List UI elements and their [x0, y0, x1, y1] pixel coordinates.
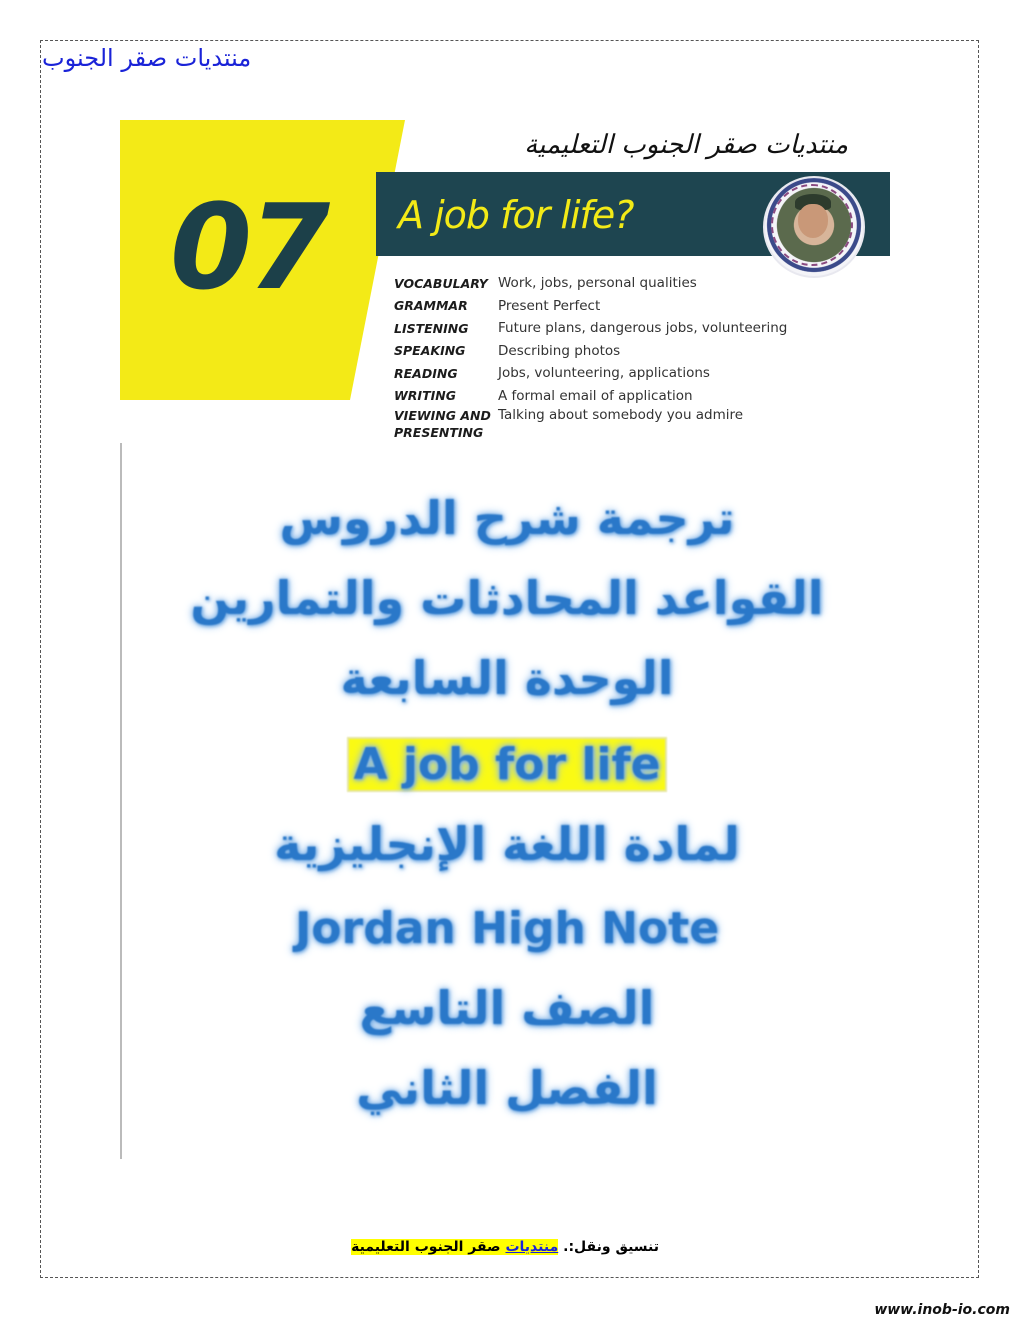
contents-key: VIEWING AND PRESENTING: [394, 408, 491, 440]
contents-value: Work, jobs, personal qualities: [498, 275, 697, 292]
contents-row: [394, 272, 787, 295]
forum-logo-emblem: [763, 176, 865, 278]
credit-suffix: صقر الجنوب التعليمية: [351, 1239, 501, 1255]
poster-line-6: Jordan High Note: [294, 903, 720, 954]
contents-key: SPEAKING: [394, 343, 466, 359]
footer-credit: [351, 1239, 659, 1255]
contents-row: [394, 407, 787, 443]
unit-title: A job for life?: [398, 193, 634, 237]
contents-value: Describing photos: [498, 342, 621, 359]
contents-value: Future plans, dangerous jobs, volunteering: [498, 320, 788, 337]
contents-key: READING: [394, 365, 458, 381]
poster-line-4: A job for life: [347, 737, 666, 792]
contents-value: Talking about somebody you admire: [498, 407, 744, 423]
poster-line-2: القواعد المحادثات والتمارين: [190, 571, 824, 625]
unit-contents-list: [394, 272, 787, 443]
credit-highlight: [351, 1239, 558, 1255]
poster-line-8: الفصل الثاني: [356, 1061, 658, 1115]
unit-number: 07: [170, 178, 327, 316]
contents-key: WRITING: [394, 388, 456, 404]
contents-row: [394, 385, 787, 408]
contents-row: [394, 340, 787, 363]
site-watermark: www.inob-io.com: [874, 1302, 1010, 1318]
contents-key: GRAMMAR: [394, 298, 468, 314]
poster-line-1: ترجمة شرح الدروس: [279, 491, 735, 545]
contents-value: Present Perfect: [498, 297, 601, 314]
contents-key: VOCABULARY: [394, 275, 488, 291]
contents-row: [394, 362, 787, 385]
contents-value: A formal email of application: [498, 387, 693, 404]
poster-line-7: الصف التاسع: [359, 981, 655, 1035]
poster-line-3: الوحدة السابعة: [340, 651, 674, 705]
credit-prefix: تنسيق ونقل:.: [563, 1239, 659, 1255]
forum-header-link[interactable]: منتديات صقر الجنوب: [42, 44, 252, 72]
contents-value: Jobs, volunteering, applications: [498, 365, 710, 382]
poster-line-5: لمادة اللغة الإنجليزية: [274, 817, 740, 871]
poster-line-4-wrap: [122, 737, 892, 792]
blurred-title-poster: [120, 443, 890, 1159]
contents-row: [394, 295, 787, 318]
contents-row: [394, 317, 787, 340]
arabic-forum-title: منتديات صقر الجنوب التعليمية: [524, 130, 848, 160]
credit-forum-link[interactable]: منتديات: [505, 1239, 559, 1255]
book-unit-header: [120, 120, 890, 443]
logo-portrait: [798, 204, 828, 238]
contents-key: LISTENING: [394, 320, 469, 336]
